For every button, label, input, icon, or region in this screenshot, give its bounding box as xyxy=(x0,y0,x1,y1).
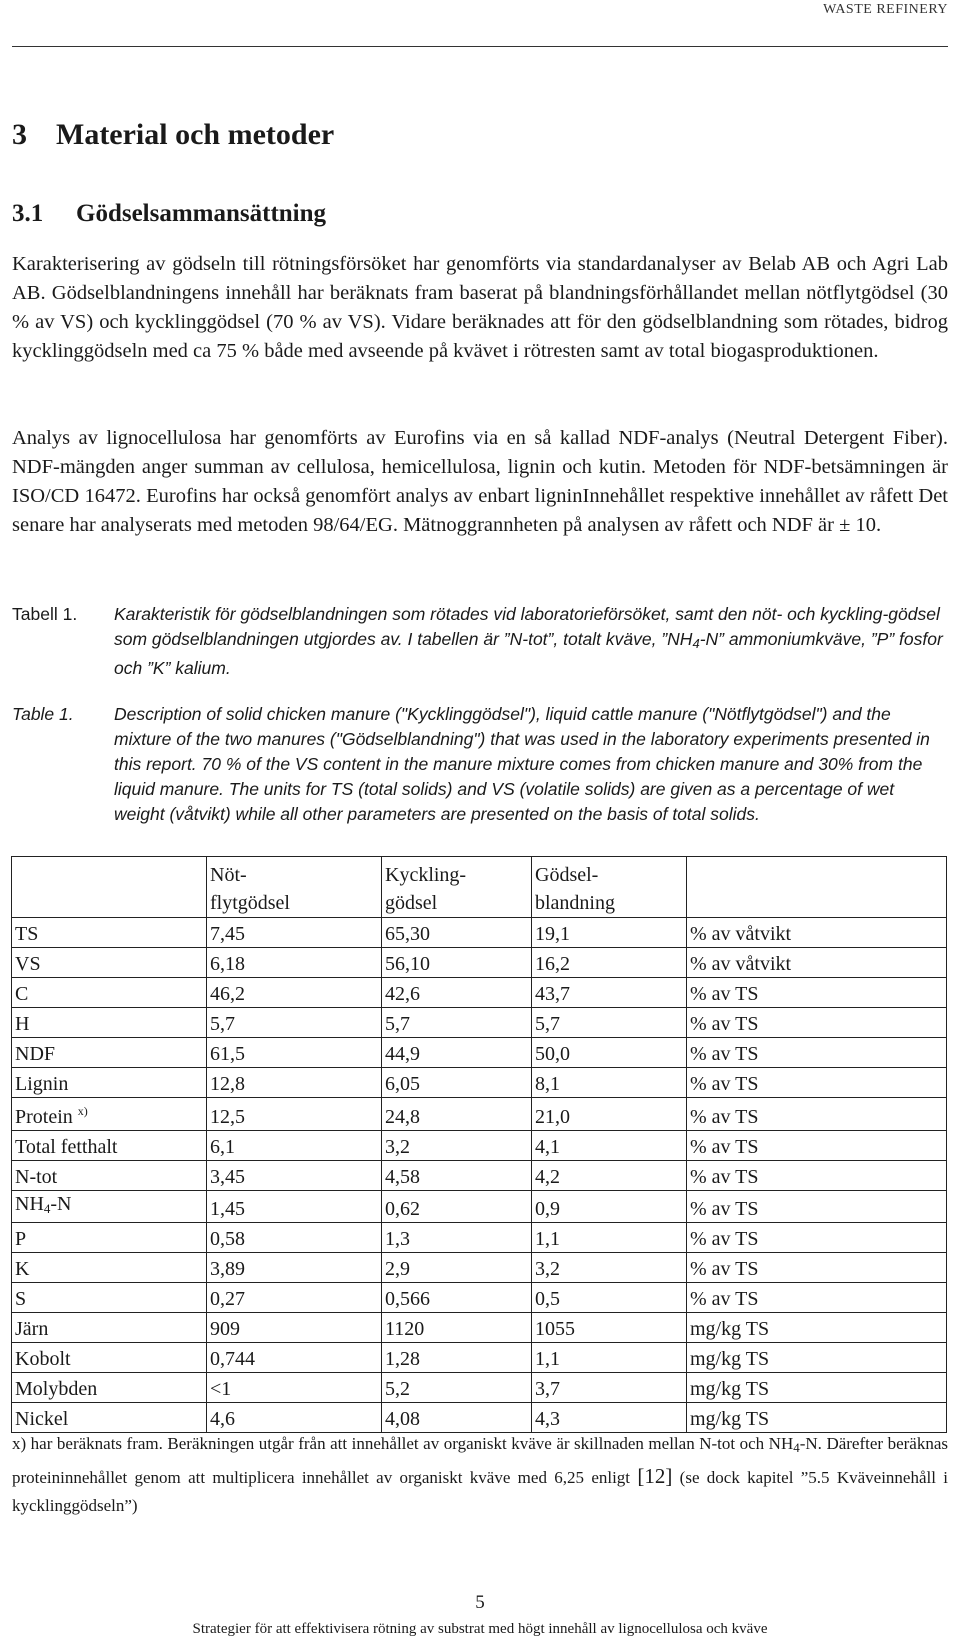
caption-text-en: Description of solid chicken manure ("Kycklinggödsel"), liquid cattle manure ("Nötflytgödsel") and the mixture of the two manures ("Gödselblandning") that was used in the laboratory experiments presented in this report. 70 % of the VS content in the manure mixture comes from chicken manure and 30% from the liquid manure. The units for TS (total solids) and VS (volatile solids) are given as a percentage of wet weight (våtvikt) while all other parameters are presented on the basis of total solids. xyxy=(114,704,930,824)
header-cell: Gödsel- blandning xyxy=(532,857,687,918)
table-row xyxy=(12,1373,947,1403)
row-label-cell: Järn xyxy=(12,1313,207,1343)
header-cell: Nöt- flytgödsel xyxy=(207,857,382,918)
row-label-cell: Kobolt xyxy=(12,1343,207,1373)
value-cell: 46,2 xyxy=(207,978,382,1008)
section-title: Material och metoder xyxy=(56,118,335,151)
unit-cell: mg/kg TS xyxy=(687,1343,947,1373)
unit-cell: % av TS xyxy=(687,1253,947,1283)
value-cell: 1,28 xyxy=(382,1343,532,1373)
unit-cell: % av TS xyxy=(687,1223,947,1253)
value-cell: 43,7 xyxy=(532,978,687,1008)
value-cell: <1 xyxy=(207,1373,382,1403)
row-label-cell: Molybden xyxy=(12,1373,207,1403)
value-cell: 1,1 xyxy=(532,1343,687,1373)
table-row xyxy=(12,918,947,948)
row-label-cell: N-tot xyxy=(12,1161,207,1191)
row-label-cell: VS xyxy=(12,948,207,978)
value-cell: 4,3 xyxy=(532,1403,687,1433)
table-row xyxy=(12,1008,947,1038)
value-cell: 5,2 xyxy=(382,1373,532,1403)
value-cell: 4,2 xyxy=(532,1161,687,1191)
manure-characteristics-table xyxy=(11,856,947,1433)
value-cell: 21,0 xyxy=(532,1098,687,1131)
value-cell: 0,27 xyxy=(207,1283,382,1313)
header-cell: Kyckling- gödsel xyxy=(382,857,532,918)
unit-cell: mg/kg TS xyxy=(687,1313,947,1343)
value-cell: 1,3 xyxy=(382,1223,532,1253)
subsection-title: Gödselsammansättning xyxy=(76,200,327,227)
value-cell: 5,7 xyxy=(207,1008,382,1038)
row-label-cell: NDF xyxy=(12,1038,207,1068)
row-label-cell: Total fetthalt xyxy=(12,1131,207,1161)
row-label-cell: H xyxy=(12,1008,207,1038)
unit-cell: % av TS xyxy=(687,1161,947,1191)
value-cell: 6,05 xyxy=(382,1068,532,1098)
table-header-row xyxy=(12,857,947,918)
value-cell: 56,10 xyxy=(382,948,532,978)
unit-cell: % av TS xyxy=(687,1038,947,1068)
value-cell: 0,9 xyxy=(532,1191,687,1223)
header-running-title: WASTE REFINERY xyxy=(823,2,948,17)
unit-cell: % av TS xyxy=(687,1131,947,1161)
table-caption-english xyxy=(12,702,948,827)
value-cell: 1055 xyxy=(532,1313,687,1343)
section-heading xyxy=(12,118,334,152)
table-row xyxy=(12,1161,947,1191)
value-cell: 0,58 xyxy=(207,1223,382,1253)
value-cell: 4,1 xyxy=(532,1131,687,1161)
table-footnote: x) har beräknats fram. Beräkningen utgår från att innehållet av organiskt kväve är skillnaden mellan N-tot och $NH_4-N$. Därefter beräknas proteininnehållet genom att multiplicera innehållet av organiskt kväve med 6,25 enligt [12] (se dock kapitel ”5.5 Kväveinnehåll i kycklinggödseln”) xyxy=(12,1434,948,1515)
value-cell: 1,45 xyxy=(207,1191,382,1223)
row-label-cell: Protein $^{x)}$ xyxy=(12,1098,207,1131)
value-cell: 44,9 xyxy=(382,1038,532,1068)
paragraph-lignocellulose: Analys av lignocellulosa har genomförts av Eurofins via en så kallad NDF-analys (Neutral Detergent Fiber). NDF-mängden anger summan av cellulosa, hemicellulosa, lignin och kutin. Metoden för NDF-betsämningen är ISO/CD 16472. Eurofins har också genomfört analys av enbart ligninInnehållet respektive innehållet av råfett Det senare har analyserats med metoden 98/64/EG. Mätnoggrannheten på analysen av råfett och NDF är ± 10. xyxy=(12,427,948,536)
value-cell: 6,18 xyxy=(207,948,382,978)
caption-label-en: Table 1. xyxy=(12,704,74,724)
value-cell: 12,8 xyxy=(207,1068,382,1098)
row-label-cell: TS xyxy=(12,918,207,948)
header-cell xyxy=(12,857,207,918)
value-cell: 61,5 xyxy=(207,1038,382,1068)
value-cell: 3,89 xyxy=(207,1253,382,1283)
row-label-cell: $NH_4-N$ xyxy=(12,1191,207,1223)
value-cell: 0,744 xyxy=(207,1343,382,1373)
row-label-cell: C xyxy=(12,978,207,1008)
value-cell: 3,2 xyxy=(382,1131,532,1161)
subsection-heading xyxy=(12,200,326,228)
table-row xyxy=(12,1068,947,1098)
value-cell: 4,58 xyxy=(382,1161,532,1191)
caption-text-sv: Karakteristik för gödselblandningen som rötades vid laboratorieförsöket, samt den nöt- och kyckling-gödsel som gödselblandningen utgjordes av. I tabellen är ”N-tot”, totalt kväve, $”NH_4-N$” ammoniumkväve, ”P” fosfor och ”K” kalium. xyxy=(114,604,943,678)
value-cell: 42,6 xyxy=(382,978,532,1008)
value-cell: 4,6 xyxy=(207,1403,382,1433)
subsection-number: 3.1 xyxy=(12,200,44,227)
value-cell: 24,8 xyxy=(382,1098,532,1131)
unit-cell: % av TS xyxy=(687,1068,947,1098)
table-row xyxy=(12,1343,947,1373)
table-row xyxy=(12,1191,947,1223)
value-cell: 5,7 xyxy=(382,1008,532,1038)
footnote-marker: x) xyxy=(77,1104,88,1118)
row-label-cell: Nickel xyxy=(12,1403,207,1433)
unit-cell: mg/kg TS xyxy=(687,1403,947,1433)
unit-cell: % av TS xyxy=(687,978,947,1008)
value-cell: 2,9 xyxy=(382,1253,532,1283)
row-label-cell: K xyxy=(12,1253,207,1283)
table-row xyxy=(12,1223,947,1253)
paragraph-characterisation: Karakterisering av gödseln till rötningsförsöket har genomförts via standardanalyser av Belab AB och Agri Lab AB. Gödselblandningens innehåll har beräknats fram baserat på blandningsförhållandet mellan nötflytgödsel (30 % av VS) och kycklinggödsel (70 % av VS). Vidare beräknades att för den gödselblandning som rötades, bidrog kycklinggödseln med ca 75 % både med avseende på kvävet i rötresten samt av total biogasproduktionen. xyxy=(12,253,948,362)
value-cell: 909 xyxy=(207,1313,382,1343)
table-row xyxy=(12,1283,947,1313)
value-cell: 6,1 xyxy=(207,1131,382,1161)
value-cell: 0,62 xyxy=(382,1191,532,1223)
value-cell: 1120 xyxy=(382,1313,532,1343)
value-cell: 3,2 xyxy=(532,1253,687,1283)
value-cell: 65,30 xyxy=(382,918,532,948)
table-row xyxy=(12,1038,947,1068)
value-cell: 8,1 xyxy=(532,1068,687,1098)
value-cell: 3,7 xyxy=(532,1373,687,1403)
page-number: 5 xyxy=(475,1592,485,1613)
table-row xyxy=(12,1253,947,1283)
table-row xyxy=(12,1313,947,1343)
value-cell: 12,5 xyxy=(207,1098,382,1131)
table-row xyxy=(12,1403,947,1433)
table-caption-swedish xyxy=(12,602,948,681)
header-rule xyxy=(12,46,948,47)
value-cell: 1,1 xyxy=(532,1223,687,1253)
row-label-cell: P xyxy=(12,1223,207,1253)
table-row xyxy=(12,978,947,1008)
section-number: 3 xyxy=(12,118,27,151)
unit-cell: % av TS xyxy=(687,1283,947,1313)
unit-cell: % av TS xyxy=(687,1191,947,1223)
value-cell: 7,45 xyxy=(207,918,382,948)
table-row xyxy=(12,1131,947,1161)
value-cell: 19,1 xyxy=(532,918,687,948)
value-cell: 16,2 xyxy=(532,948,687,978)
caption-label-sv: Tabell 1. xyxy=(12,604,78,624)
unit-cell: % av TS xyxy=(687,1008,947,1038)
unit-cell: % av TS xyxy=(687,1098,947,1131)
table-row xyxy=(12,948,947,978)
unit-cell: mg/kg TS xyxy=(687,1373,947,1403)
header-cell xyxy=(687,857,947,918)
row-label-cell: S xyxy=(12,1283,207,1313)
table-row xyxy=(12,1098,947,1131)
value-cell: 5,7 xyxy=(532,1008,687,1038)
row-label-cell: Lignin xyxy=(12,1068,207,1098)
page-footer: Strategier för att effektivisera rötning av substrat med högt innehåll av lignocellulosa och kväve xyxy=(192,1621,768,1637)
unit-cell: % av våtvikt xyxy=(687,948,947,978)
value-cell: 50,0 xyxy=(532,1038,687,1068)
value-cell: 3,45 xyxy=(207,1161,382,1191)
value-cell: 4,08 xyxy=(382,1403,532,1433)
unit-cell: % av våtvikt xyxy=(687,918,947,948)
value-cell: 0,566 xyxy=(382,1283,532,1313)
value-cell: 0,5 xyxy=(532,1283,687,1313)
